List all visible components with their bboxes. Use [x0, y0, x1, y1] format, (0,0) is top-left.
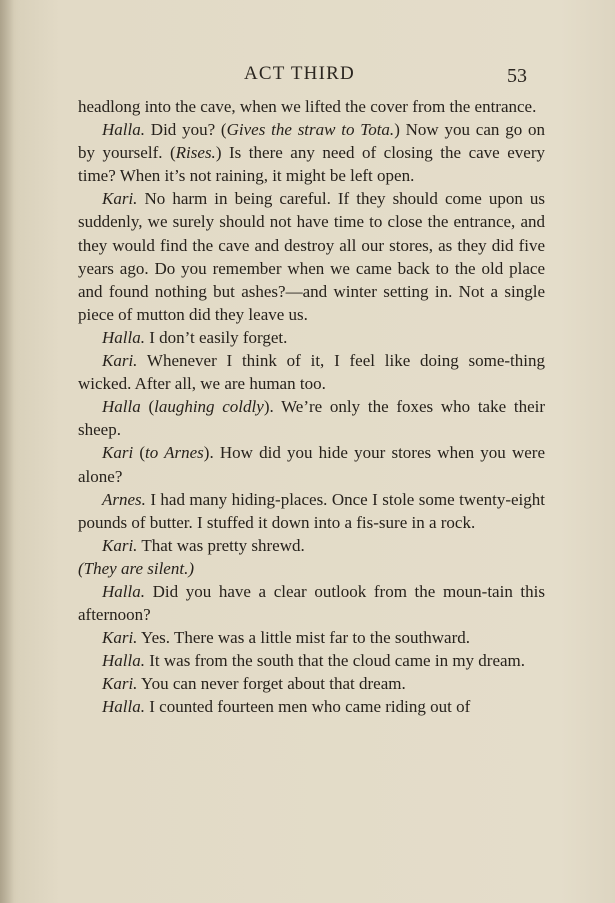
dialogue-paragraph [78, 580, 545, 626]
dialogue-text: I counted fourteen men who came riding out of [144, 697, 471, 717]
dialogue-text: That was pretty shrewd. [137, 535, 305, 555]
dialogue-text: You can never forget about that dream. [137, 674, 406, 694]
dialogue-text: It was from the south that the cloud came in my dream. [144, 651, 526, 671]
stage-direction: laughing coldly [154, 397, 264, 417]
speaker-name: Kari [102, 443, 134, 463]
body-text [78, 95, 545, 719]
dialogue-paragraph [78, 534, 545, 557]
dialogue-paragraph [78, 695, 545, 718]
dialogue-text: ). How did you hide your stores when you were alone? [78, 443, 545, 486]
speaker-name: Kari. [102, 674, 138, 694]
page-gutter-shadow [0, 0, 14, 903]
dialogue-text: I don’t easily forget. [144, 327, 288, 347]
dialogue-text: ) Is there any need of closing the cave every time? When it’s not raining, it might be left open. [78, 143, 545, 186]
running-title: ACT THIRD [244, 63, 355, 84]
stage-direction: Gives the straw to Tota. [226, 120, 395, 140]
dialogue-text: No harm in being careful. If they should come upon us suddenly, we surely should not have time to close the entrance, and they would find the cave and destroy all our stores, as they did five years ago. Do you remember when we came back to the old place and found nothing but ashes?—and winter setting in. Not a single piece of mutton did they leave us. [78, 189, 545, 324]
stage-direction: (They are silent.) [78, 558, 194, 578]
dialogue-text: Yes. There was a little mist far to the southward. [137, 628, 470, 648]
speaker-name: Kari. [102, 535, 138, 555]
speaker-name: Kari. [102, 628, 138, 648]
paragraph-continuation [78, 95, 545, 118]
dialogue-paragraph [78, 649, 545, 672]
running-header [0, 63, 615, 87]
speaker-name: Halla. [102, 697, 145, 717]
speaker-name: Halla. [102, 581, 145, 601]
speaker-name: Halla. [102, 327, 145, 347]
speaker-name: Arnes. [102, 489, 146, 509]
dialogue-text: Did you? ( [144, 120, 227, 140]
speaker-name: Halla. [102, 120, 145, 140]
dialogue-paragraph [78, 349, 545, 395]
dialogue-paragraph [78, 441, 545, 487]
dialogue-paragraph [78, 626, 545, 649]
dialogue-paragraph [78, 488, 545, 534]
dialogue-text: ( [140, 397, 155, 417]
dialogue-text: Did you have a clear outlook from the moun-tain this afternoon? [78, 581, 545, 625]
dialogue-text: ( [133, 443, 146, 463]
stage-direction: Rises. [175, 143, 216, 163]
dialogue-paragraph [78, 395, 545, 441]
dialogue-text: Whenever I think of it, I feel like doing some-thing wicked. After all, we are human too. [78, 351, 545, 394]
page-number: 53 [507, 65, 527, 87]
dialogue-text: headlong into the cave, when we lifted the cover from the entrance. [78, 97, 537, 116]
dialogue-paragraph [78, 672, 545, 695]
dialogue-paragraph [78, 326, 545, 349]
dialogue-text: ) Now you can go on by yourself. ( [78, 120, 546, 163]
speaker-name: Halla [102, 397, 141, 417]
speaker-name: Halla. [102, 651, 145, 671]
speaker-name: Kari. [102, 351, 138, 371]
speaker-name: Kari. [102, 189, 138, 209]
stage-direction-paragraph [78, 557, 545, 580]
dialogue-text: I had many hiding-places. Once I stole some twenty-eight pounds of butter. I stuffed it down into a fis-sure in a rock. [78, 489, 545, 532]
dialogue-text: ). We’re only the foxes who take their sheep. [78, 397, 546, 440]
dialogue-paragraph [78, 187, 545, 326]
dialogue-paragraph [78, 118, 545, 187]
stage-direction: to Arnes [145, 443, 204, 463]
